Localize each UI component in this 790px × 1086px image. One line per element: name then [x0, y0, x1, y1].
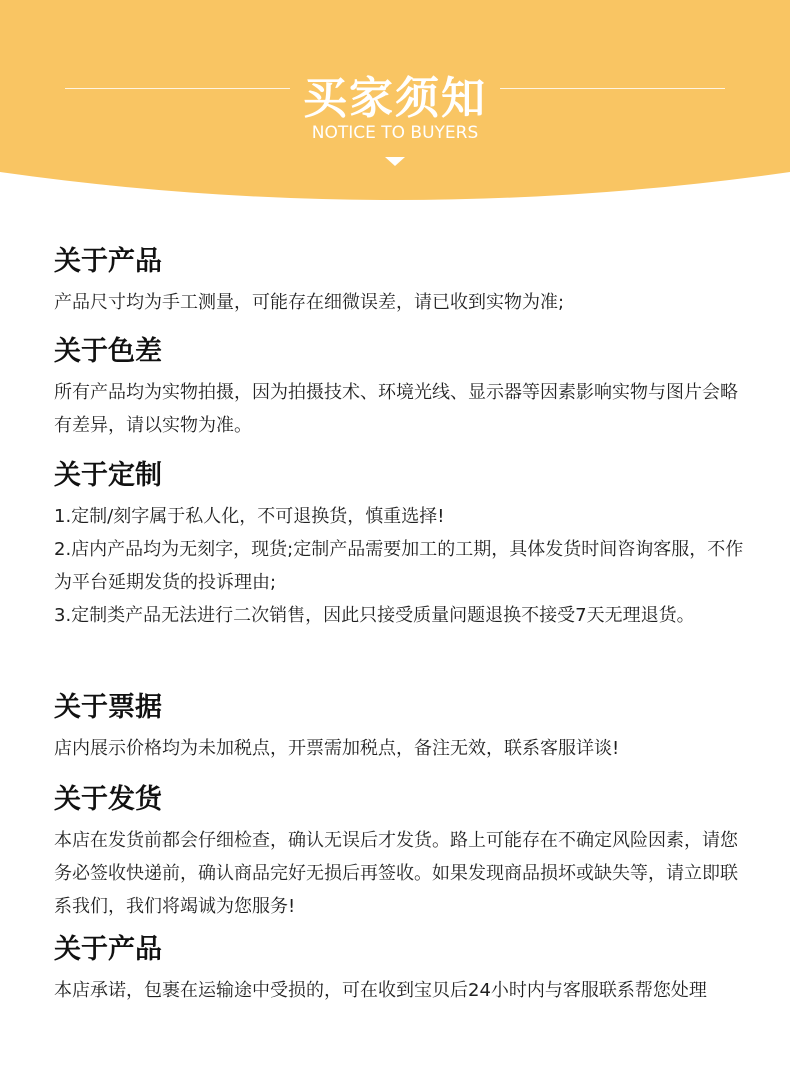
section-line: 3.定制类产品无法进行二次销售，因此只接受质量问题退换不接受7天无理退货。	[54, 605, 695, 626]
section-line: 产品尺寸均为手工测量，可能存在细微误差，请已收到实物为准;	[54, 292, 565, 313]
section-title: 关于产品	[54, 246, 162, 277]
section-title: 关于色差	[54, 336, 162, 367]
section-color-difference	[54, 334, 754, 442]
section-damage-policy	[54, 932, 754, 1007]
page-subtitle: NOTICE TO BUYERS	[311, 123, 479, 143]
section-line: 2.店内产品均为无刻字，现货;定制产品需要加工的工期，具体发货时间咨询客服，不作为平台延期发货的投诉理由;	[54, 539, 744, 593]
section-line: 1.定制/刻字属于私人化，不可退换货，慎重选择!	[54, 506, 445, 527]
section-body	[54, 974, 754, 1007]
section-line: 本店承诺，包裹在运输途中受损的，可在收到宝贝后24小时内与客服联系帮您处理	[54, 980, 707, 1001]
section-body	[54, 500, 754, 632]
section-invoice	[54, 690, 754, 765]
section-product-size	[54, 244, 754, 319]
section-body	[54, 286, 754, 319]
header-banner	[0, 0, 790, 215]
section-line: 店内展示价格均为未加税点，开票需加税点，备注无效，联系客服详谈!	[54, 738, 620, 759]
section-title: 关于票据	[54, 692, 162, 723]
section-title: 关于发货	[54, 784, 162, 815]
section-title: 关于定制	[54, 460, 162, 491]
page-title: 买家须知	[303, 73, 487, 124]
section-customization	[54, 458, 754, 632]
chevron-down-icon	[385, 157, 405, 166]
section-line: 所有产品均为实物拍摄，因为拍摄技术、环境光线、显示器等因素影响实物与图片会略有差异，请以实物为准。	[54, 382, 738, 436]
section-body	[54, 824, 754, 923]
section-body	[54, 376, 754, 442]
section-line: 本店在发货前都会仔细检查，确认无误后才发货。路上可能存在不确定风险因素，请您务必签收快递前，确认商品完好无损后再签收。如果发现商品损坏或缺失等，请立即联系我们，我们将竭诚为您服务!	[54, 830, 738, 917]
section-shipping	[54, 782, 754, 923]
section-title: 关于产品	[54, 934, 162, 965]
section-body	[54, 732, 754, 765]
